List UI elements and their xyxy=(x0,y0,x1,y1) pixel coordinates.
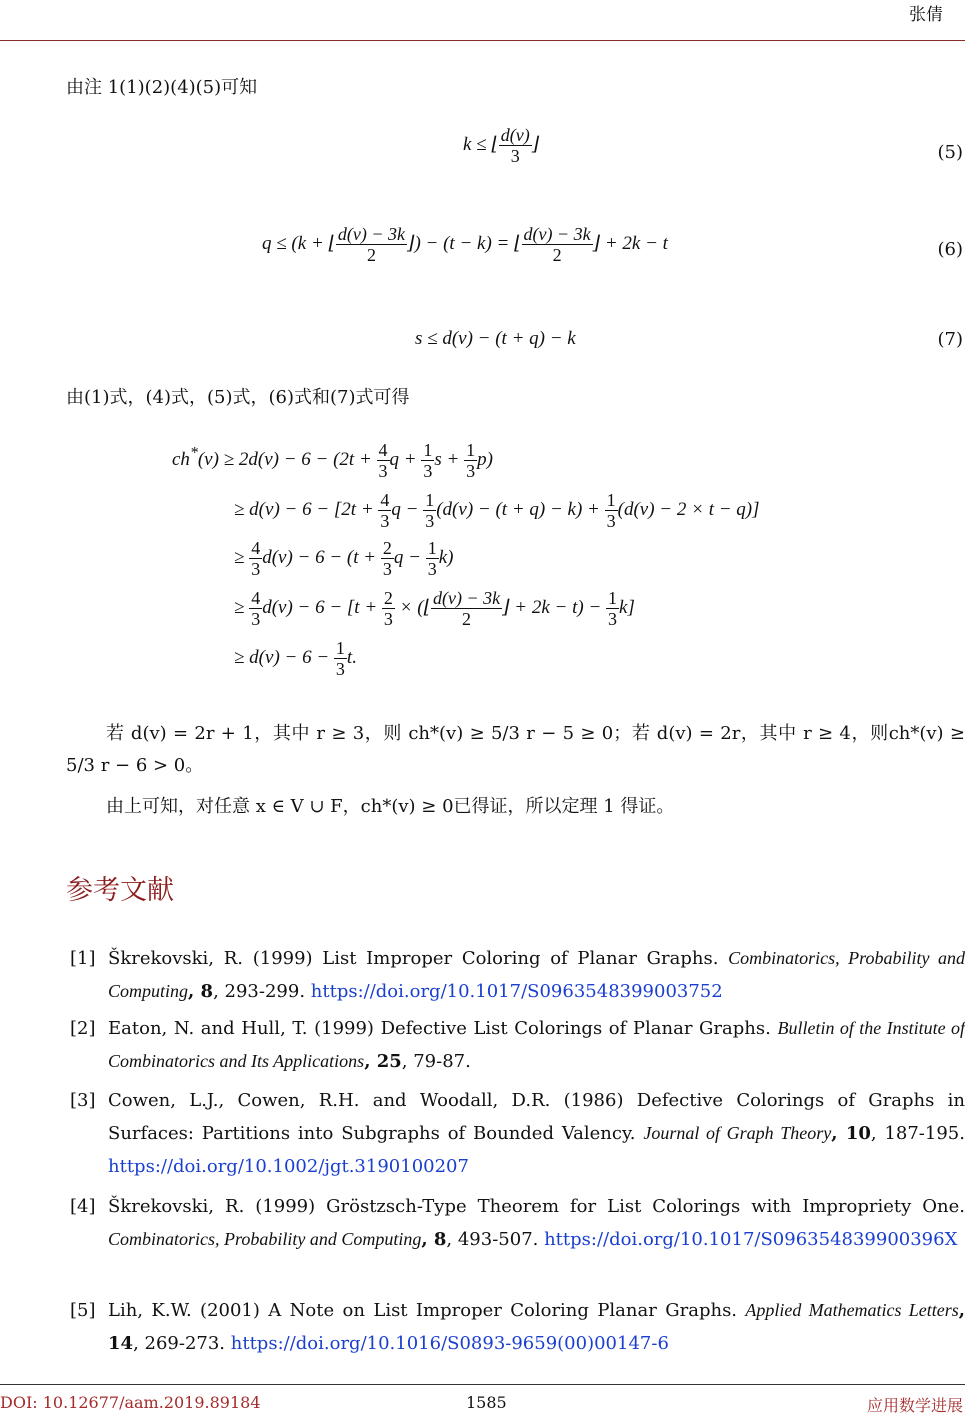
reference-item xyxy=(70,1190,965,1256)
footer-divider xyxy=(0,1384,965,1385)
reference-doi-link[interactable]: https://doi.org/10.1017/S096354839900396X xyxy=(544,1229,958,1250)
reference-number: [3] xyxy=(70,1090,96,1111)
reference-journal: Combinatorics, Probability and Computing xyxy=(108,1229,422,1249)
equation-6: q ≤ (k + ⌊ $\frac{d(v) - 3k}{2}$ ⌋) − (t − k) = ⌊ $\frac{d(v) - 3k}{2}$ ⌋ + 2k − t xyxy=(262,224,668,265)
paragraph-case-analysis: 若 d(v) = 2r + 1，其中 r ≥ 3，则 ch*(v) ≥ 5/3 r − 5 ≥ 0；若 d(v) = 2r，其中 r ≥ 4，则ch*(v) ≥ 5/3 r − 6 > 0。 xyxy=(66,723,965,776)
reference-item xyxy=(70,1294,965,1360)
reference-text: Škrekovski, R. (1999) List Improper Coloring of Planar Graphs. xyxy=(108,948,729,969)
intro-text-2: 由(1)式，(4)式，(5)式，(6)式和(7)式可得 xyxy=(66,387,410,408)
references-heading: 参考文献 xyxy=(66,875,174,906)
header-divider xyxy=(0,40,965,41)
reference-journal: Bulletin of the Institute of Combinatorics and Its Applications xyxy=(108,1018,965,1071)
reference-journal: Journal of Graph Theory xyxy=(643,1123,832,1143)
reference-journal: Combinatorics, Probability and Computing xyxy=(108,948,965,1001)
reference-pages: , 187-195. xyxy=(870,1123,965,1144)
reference-doi-link[interactable]: https://doi.org/10.1002/jgt.3190100207 xyxy=(108,1156,469,1177)
reference-volume: , 14 xyxy=(108,1300,965,1354)
reference-item xyxy=(70,1084,965,1183)
reference-number: [5] xyxy=(70,1300,96,1321)
intro-text-1: 由注 1(1)(2)(4)(5)可知 xyxy=(66,77,258,98)
reference-text: Lih, K.W. (2001) A Note on List Improper Coloring Planar Graphs. xyxy=(108,1300,746,1321)
equation-7-number: (7) xyxy=(937,329,963,350)
reference-doi-link[interactable]: https://doi.org/10.1017/S0963548399003752 xyxy=(310,981,723,1002)
reference-volume: , 10 xyxy=(831,1123,871,1144)
reference-item xyxy=(70,1012,965,1078)
reference-pages: , 79-87. xyxy=(401,1051,471,1072)
equation-5-number: (5) xyxy=(937,142,963,163)
header-author: 张倩 xyxy=(909,5,943,25)
reference-text: Škrekovski, R. (1999) Gröstzsch-Type Theorem for List Colorings with Impropriety One. xyxy=(108,1196,965,1217)
footer-journal-name: 应用数学进展 xyxy=(866,1396,963,1415)
reference-pages: , 293-299. xyxy=(213,981,311,1002)
reference-journal: Applied Mathematics Letters xyxy=(745,1300,959,1320)
reference-doi-link[interactable]: https://doi.org/10.1016/S0893-9659(00)00147-6 xyxy=(230,1333,669,1354)
reference-volume: , 8 xyxy=(421,1229,447,1250)
reference-pages: , 269-273. xyxy=(133,1333,231,1354)
equation-6-number: (6) xyxy=(937,239,963,260)
reference-text: Cowen, L.J., Cowen, R.H. and Woodall, D.R. (1986) Defective Colorings of Graphs in Surfaces: Partitions into Subgraphs of Bounded Valency. xyxy=(108,1090,965,1144)
reference-number: [2] xyxy=(70,1018,96,1039)
reference-volume: , 8 xyxy=(188,981,214,1002)
equation-7: s ≤ d(v) − (t + q) − k xyxy=(415,328,576,349)
page-number: 1585 xyxy=(466,1393,507,1412)
reference-pages: , 493-507. xyxy=(446,1229,545,1250)
reference-item xyxy=(70,942,965,1008)
reference-number: [1] xyxy=(70,948,96,969)
reference-number: [4] xyxy=(70,1196,96,1217)
reference-volume: , 25 xyxy=(364,1051,402,1072)
footer-doi: DOI: 10.12677/aam.2019.89184 xyxy=(0,1393,261,1412)
reference-text: Eaton, N. and Hull, T. (1999) Defective List Colorings of Planar Graphs. xyxy=(108,1018,778,1039)
paragraph-conclusion: 由上可知，对任意 x ∈ V ∪ F，ch*(v) ≥ 0已得证，所以定理 1 得证。 xyxy=(106,796,675,817)
equation-5: k ≤ ⌊ $\frac{d(v)}{3}$ ⌋ xyxy=(463,125,540,166)
